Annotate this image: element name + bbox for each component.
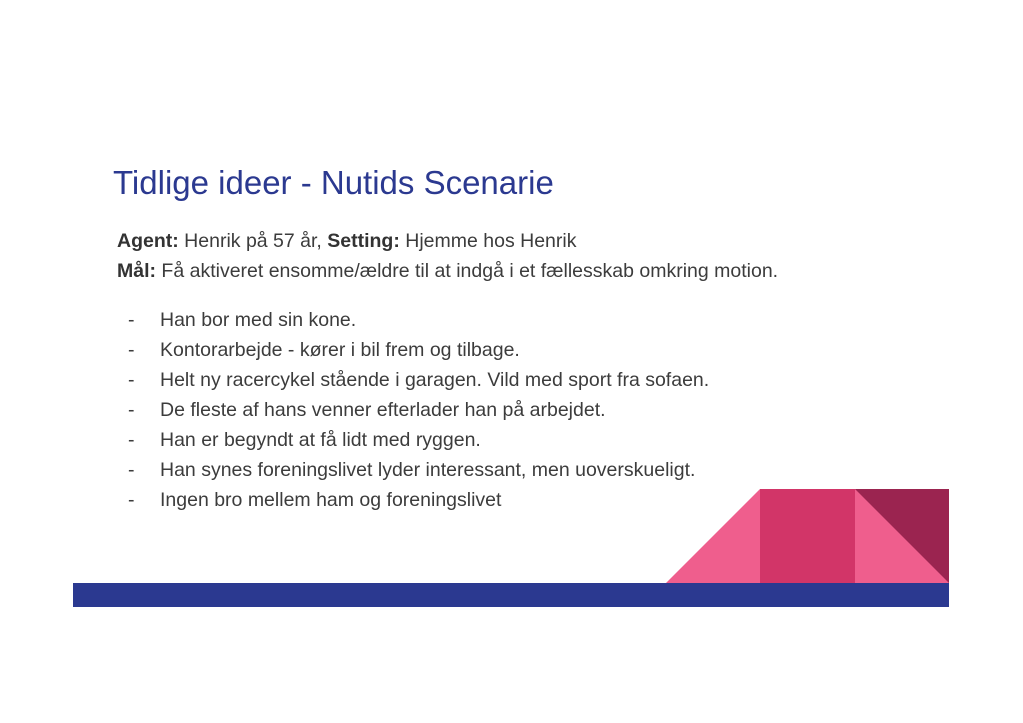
goal-label: Mål: (117, 260, 156, 282)
bullet-dash: - (128, 489, 135, 511)
bullet-text: Han synes foreningslivet lyder interessant, men uoverskueligt. (160, 459, 696, 481)
bullet-text: Han bor med sin kone. (160, 309, 357, 331)
agent-label: Agent: (117, 230, 179, 252)
pink-triangle-left (666, 489, 760, 583)
bullet-dash: - (128, 309, 135, 331)
pink-square-middle (760, 489, 855, 583)
bullet-dash: - (128, 459, 135, 481)
slide-title: Tidlige ideer - Nutids Scenarie (113, 164, 554, 201)
bullet-text: Helt ny racercykel stående i garagen. Vild med sport fra sofaen. (160, 369, 710, 391)
bullet-dash: - (128, 429, 135, 451)
bullet-dash: - (128, 399, 135, 421)
bullet-dash: - (128, 339, 135, 361)
footer-bar (73, 583, 949, 607)
setting-label: Setting: (327, 230, 400, 252)
goal-value: Få aktiveret ensomme/ældre til at indgå i et fællesskab omkring motion. (161, 260, 779, 282)
bullet-text: Kontorarbejde - kører i bil frem og tilbage. (160, 339, 520, 361)
bullet-text: Han er begyndt at få lidt med ryggen. (160, 429, 481, 451)
agent-value: Henrik på 57 år, (184, 230, 322, 252)
bullet-text: De fleste af hans venner efterlader han på arbejdet. (160, 399, 606, 421)
bullet-dash: - (128, 369, 135, 391)
setting-value: Hjemme hos Henrik (405, 230, 577, 252)
bullet-text: Ingen bro mellem ham og foreningslivet (160, 489, 502, 511)
